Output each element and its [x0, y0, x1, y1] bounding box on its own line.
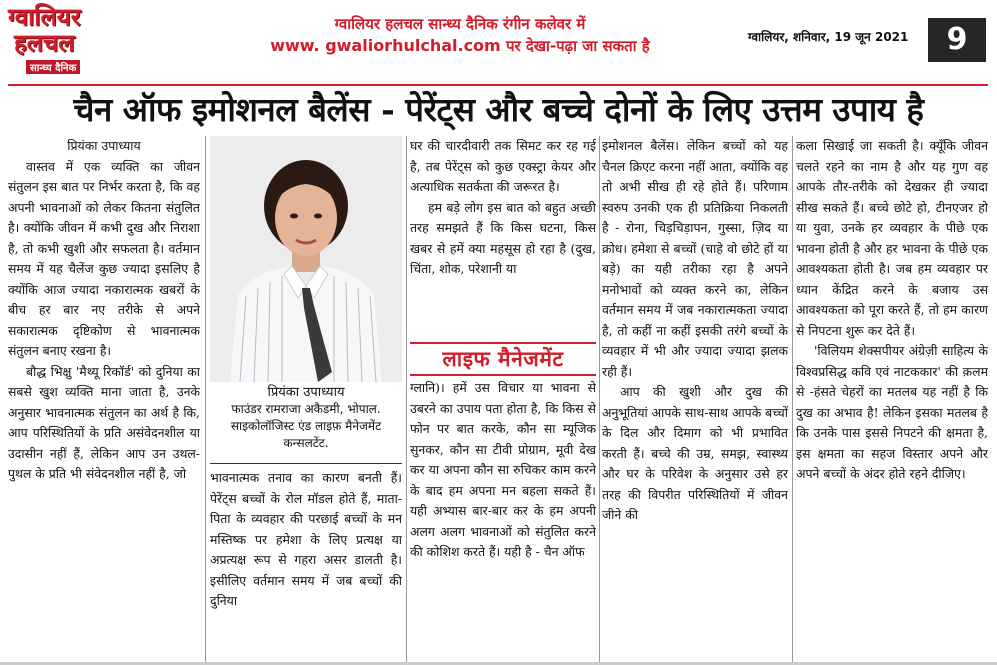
- article-headline: चैन ऑफ इमोशनल बैलेंस - पेरेंट्स और बच्चे दोनों के लिए उत्तम उपाय है: [73, 90, 924, 129]
- paragraph: वास्तव में एक व्यक्ति का जीवन संतुलन इस बात पर निर्भर करता है, कि वह अपनी भावनाओं को लेकर कितना संतुलित है। क्योंकि जीवन में कभी दुख और निराशा है, तो कभी खुशी और सफलता है। वर्तमान समय में यह चैलेंज कुछ ज्यादा इसलिए है क्योंकि आज ज्यादा नकारात्मक खबरों के बीच हर बार नए तरीके से अपने सकारात्मक दृष्टिकोण से भावनात्मक संतुलन बनाए रखना है।: [8, 158, 200, 358]
- tagline-line-2: [180, 36, 740, 56]
- paragraph: घर की चारदीवारी तक सिमट कर रह गई है, तब पेरेंट्स को कुछ एक्स्ट्रा केयर और अत्याधिक सतर्कता की जरूरत है।: [410, 138, 596, 194]
- photo-caption: [210, 384, 402, 464]
- caption-line-4: कन्सलटेंट.: [283, 436, 329, 450]
- paragraph: आप की खुशी और दुख की अनुभूतियां आपके साथ-साथ आपके बच्चों के दिल और दिमाग को भी प्रभावित करती हैं। बच्चे की उम्र, समझ, स्वास्थ्य और घर के परिवेश के अनुसार उसे हर तरह की विपरीत परिस्थितियों में जीवन जीने की: [602, 384, 788, 522]
- masthead-tagline: [180, 14, 740, 56]
- paragraph: भावनात्मक तनाव का कारण बनती हैं।पेरेंट्स बच्चों के रोल मॉडल होते हैं, माता-पिता के व्यवहार की परछाई बच्चों के मन मस्तिष्क पर हमेशा के लिए प्रत्यक्ष या अप्रत्यक्ष रूप से गहरा असर डालती है। इसीलिए वर्तमान समय में जब बच्चों की दुनिया: [210, 470, 402, 608]
- paragraph: इमोशनल बैलेंस। लेकिन बच्चों को यह चैनल क्रिएट करना नहीं आता, क्योंकि वह तो अभी सीख ही रहे होते हैं। परिणाम स्वरुप उनकी एक ही प्रतिक्रिया निकलती है - रोना, चिड़चिड़ापन, गुस्सा, ज़िद या क्रोध। हमेशा से बच्चों (चाहे वो छोटे हों या बड़े) का यही तरीका रहा है अपने मनोभावों को व्यक्त करने का, लेकिन वर्तमान समय में जब नकारात्मकता ज्यादा है, तो कहीं ना कहीं इसकी तरंगे बच्चों के व्यवहार में भी और ज्यादा ज्यादा झलक रही हैं।: [602, 138, 788, 379]
- masthead: [0, 0, 997, 84]
- website-link[interactable]: www. gwaliorhulchal.com: [270, 36, 501, 55]
- author-photo: [210, 136, 402, 382]
- page-number: 9: [928, 18, 986, 62]
- article-column-5: [796, 136, 988, 662]
- logo-subtitle: सान्ध्य दैनिक: [26, 60, 80, 74]
- column-divider: [406, 136, 407, 662]
- author-portrait-illustration: [210, 136, 402, 382]
- column-divider: [599, 136, 600, 662]
- caption-line-3: साइकोलॉजिस्ट एंड लाइफ़ मैनेजमेंट: [230, 419, 382, 433]
- article-column-1: [8, 136, 200, 662]
- article-column-3-bottom: [410, 378, 596, 662]
- paragraph: कला सिखाई जा सकती है। क्यूँकि जीवन चलते रहने का नाम है और यह गुण वह आपके तौर-तरीके को देखकर ही ज्यादा सीख सकते हैं। बच्चे छोटे हो, टीनएजर हो या युवा, उनके हर व्यवहार के पीछे एक भावना होती है और हर भावना के पीछे एक आवश्यकता होती है। जब हम व्यवहार पर ध्यान केंद्रित करने के बजाय उस आवश्यकता को पूरा करते हैं, तो हम कारण से निपटना शुरू कर देते हैं।: [796, 138, 988, 338]
- paragraph: ग्लानि)। हमें उस विचार या भावना से उबरने का उपाय पता होता है, कि किस से फोन पर बात करके, कौन सा म्यूजिक सुनकर, कौन सा टीवी प्रोग्राम, मूवी देख कर या अपना कौन सा रुचिकर काम करने के बाद हम अपना मन बहला सकते हैं। यही अभ्यास बार-बार कर के हम अपनी अलग अलग भावनाओं को संतुलित करने की कोशिश करते हैं। यही है - चैन ऑफ: [410, 380, 596, 559]
- article-column-4: [602, 136, 788, 662]
- caption-name: प्रियंका उपाध्याय: [267, 385, 345, 400]
- newspaper-logo[interactable]: [8, 4, 130, 78]
- paragraph: हम बड़े लोग इस बात को बहुत अच्छी तरह समझते हैं कि किस घटना, किस खबर से हमें क्या महसूस हो रहा है (दुख, चिंता, शोक, परेशानी या: [410, 199, 596, 276]
- article-column-2: [210, 468, 402, 662]
- tagline-line-2-rest: पर देखा-पढ़ा जा सकता है: [500, 37, 650, 55]
- column-divider: [205, 136, 206, 662]
- paragraph: 'विलियम शेक्सपीयर अंग्रेज़ी साहित्य के विश्वप्रसिद्ध कवि एवं नाटककार' की क़लम से -हंसते चेहरों का मतलब यह नहीं है कि दुख का अभाव है! लेकिन इसका मतलब है कि उनके पास इससे निपटने की क्षमता है, इस क्षमता का सहज विस्तार अपने और अपने बच्चों के अंदर होते रहने दीजिए।: [796, 343, 988, 481]
- paragraph: बौद्ध भिक्षु 'मैथ्यू रिकॉर्ड' को दुनिया का सबसे खुश व्यक्ति माना जाता है, उनके अनुसार भावनात्मक संतुलन का अर्थ है कि, आप परिस्थितियों के प्रति असंवेदनशील या उदासीन नहीं हैं, लेकिन आप उन उथल-पुथल के प्रति भी संवेदनशील नहीं है, जो: [8, 363, 200, 481]
- caption-divider: [210, 463, 402, 464]
- tagline-line-1: ग्वालियर हलचल सान्ध्य दैनिक रंगीन कलेवर में: [334, 15, 586, 33]
- section-label-life-management: लाइफ मैनेजमेंट: [410, 342, 596, 376]
- column-divider: [792, 136, 793, 662]
- caption-line-2: फाउंडर रामराजा अकैडमी, भोपाल.: [231, 402, 381, 416]
- logo-line-2: हलचल: [14, 28, 75, 57]
- article-column-3-top: [410, 136, 596, 341]
- dateline: ग्वालियर, शनिवार, 19 जून 2021: [748, 30, 909, 44]
- logo-line-1: ग्वालियर: [8, 2, 81, 31]
- byline: प्रियंका उपाध्याय: [67, 138, 141, 153]
